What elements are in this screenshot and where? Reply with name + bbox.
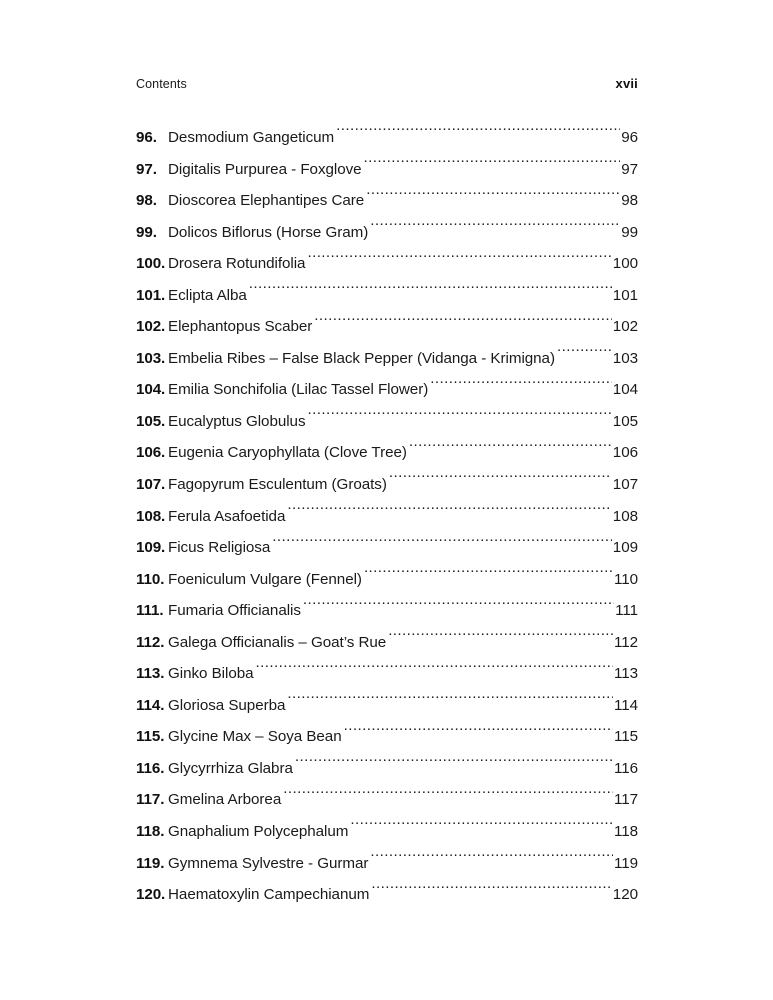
toc-entry-title: Gymnema Sylvestre - Gurmar	[168, 854, 369, 872]
toc-leader-dots	[409, 442, 612, 457]
toc-entry[interactable]	[136, 721, 638, 753]
toc-leader-dots	[307, 253, 611, 268]
toc-entry-title: Galega Officianalis – Goat’s Rue	[168, 633, 387, 651]
toc-entry-title: Eugenia Caryophyllata (Clove Tree)	[168, 444, 407, 462]
toc-entry-number: 118.	[136, 823, 165, 841]
toc-entry-number: 120.	[136, 886, 166, 904]
toc-entry-number: 106.	[136, 444, 166, 462]
toc-entry[interactable]	[136, 627, 638, 659]
running-head-title: Contents	[136, 77, 187, 91]
toc-leader-dots	[364, 158, 621, 173]
toc-leader-dots	[314, 316, 612, 331]
toc-leader-dots	[366, 190, 620, 205]
toc-leader-dots	[389, 474, 612, 489]
toc-entry-number: 102.	[136, 318, 166, 336]
toc-leader-dots	[430, 379, 612, 394]
toc-entry-title: Dioscorea Elephantipes Care	[168, 192, 365, 210]
toc-entry-title: Foeniculum Vulgare (Fennel)	[168, 570, 362, 588]
toc-entry-number: 107.	[136, 476, 166, 494]
toc-entry-page-number: 105	[612, 412, 638, 430]
toc-leader-dots	[370, 221, 620, 236]
toc-entry-title: Eucalyptus Globulus	[168, 412, 306, 430]
toc-entry-title: Elephantopus Scaber	[168, 318, 313, 336]
toc-entry[interactable]	[136, 564, 638, 596]
toc-entry[interactable]	[136, 784, 638, 816]
toc-leader-dots	[303, 600, 614, 615]
toc-leader-dots	[336, 127, 620, 142]
toc-entry-number: 115.	[136, 728, 165, 746]
toc-entry-page-number: 101	[612, 286, 638, 304]
toc-entry-title: Desmodium Gangeticum	[168, 129, 335, 146]
toc-entry-number: 113.	[136, 665, 165, 683]
toc-entry-page-number: 120	[612, 886, 638, 904]
toc-entry[interactable]	[136, 122, 638, 154]
toc-entry-page-number: 99	[621, 223, 638, 241]
toc-leader-dots	[557, 348, 612, 363]
toc-leader-dots	[350, 821, 613, 836]
toc-entry[interactable]	[136, 848, 638, 880]
toc-entry-page-number: 118	[613, 823, 638, 841]
toc-entry-number: 116.	[136, 759, 165, 777]
toc-entry-title: Drosera Rotundifolia	[168, 255, 306, 273]
toc-entry-number: 114.	[136, 696, 165, 714]
toc-entry-title: Dolicos Biflorus (Horse Gram)	[168, 223, 369, 241]
toc-entry-title: Gloriosa Superba	[168, 696, 286, 714]
toc-entry[interactable]	[136, 374, 638, 406]
toc-entry-number: 110.	[136, 570, 165, 588]
toc-entry-page-number: 106	[612, 444, 638, 462]
toc-entry[interactable]	[136, 595, 638, 627]
toc-leader-dots	[371, 884, 611, 899]
toc-leader-dots	[308, 411, 612, 426]
toc-entry-title: Ficus Religiosa	[168, 539, 271, 557]
toc-entry-page-number: 100	[612, 255, 638, 273]
toc-entry[interactable]	[136, 501, 638, 533]
toc-entry[interactable]	[136, 437, 638, 469]
toc-entry[interactable]	[136, 532, 638, 564]
toc-entry-page-number: 104	[612, 381, 638, 399]
toc-entry-number: 100.	[136, 255, 166, 273]
toc-entry-number: 101.	[136, 286, 166, 304]
toc-entry[interactable]	[136, 280, 638, 312]
toc-entry[interactable]	[136, 469, 638, 501]
toc-entry-number: 98.	[136, 192, 157, 210]
toc-entry[interactable]	[136, 217, 638, 249]
toc-entry-number: 96.	[136, 129, 157, 146]
toc-entry-title: Gmelina Arborea	[168, 791, 282, 809]
toc-entry-number: 104.	[136, 381, 166, 399]
toc-entry-page-number: 98	[621, 192, 638, 210]
toc-entry-number: 99.	[136, 223, 157, 241]
toc-leader-dots	[287, 505, 611, 520]
toc-entry-title: Fumaria Officianalis	[168, 602, 301, 620]
toc-entry-page-number: 102	[612, 318, 638, 336]
toc-entry-page-number: 115	[613, 728, 638, 746]
toc-leader-dots	[344, 726, 613, 741]
toc-entry[interactable]	[136, 311, 638, 343]
toc-entry-number: 109.	[136, 539, 166, 557]
toc-entry[interactable]	[136, 816, 638, 848]
toc-entry[interactable]	[136, 406, 638, 438]
toc-entry-page-number: 103	[612, 349, 638, 367]
toc-entry-title: Eclipta Alba	[168, 286, 247, 304]
toc-entry-title: Glycine Max – Soya Bean	[168, 728, 342, 746]
toc-entry-title: Ginko Biloba	[168, 665, 254, 683]
toc-entry[interactable]	[136, 658, 638, 690]
toc-leader-dots	[364, 568, 613, 583]
toc-entry-number: 103.	[136, 349, 166, 367]
table-of-contents-list	[136, 122, 638, 911]
toc-entry[interactable]	[136, 879, 638, 911]
page-folio: xvii	[615, 76, 638, 91]
toc-entry-page-number: 113	[613, 665, 638, 683]
toc-entry-title: Ferula Asafoetida	[168, 507, 286, 525]
toc-entry-number: 105.	[136, 412, 166, 430]
toc-entry-title: Gnaphalium Polycephalum	[168, 823, 349, 841]
content-area	[136, 76, 638, 911]
toc-entry-title: Digitalis Purpurea - Foxglove	[168, 160, 362, 178]
toc-entry[interactable]	[136, 154, 638, 186]
toc-entry-page-number: 116	[613, 759, 638, 777]
toc-entry-title: Glycyrrhiza Glabra	[168, 759, 293, 777]
toc-leader-dots	[272, 537, 612, 552]
toc-entry[interactable]	[136, 185, 638, 217]
toc-entry-number: 119.	[136, 854, 165, 872]
toc-leader-dots	[295, 758, 613, 773]
toc-entry-number: 97.	[136, 160, 157, 178]
toc-entry-page-number: 108	[612, 507, 638, 525]
toc-entry-page-number: 114	[613, 696, 638, 714]
toc-leader-dots	[283, 789, 613, 804]
toc-entry-title: Haematoxylin Campechianum	[168, 886, 370, 904]
toc-entry-page-number: 111	[615, 602, 638, 620]
toc-leader-dots	[388, 632, 613, 647]
toc-entry-number: 111.	[136, 602, 164, 620]
toc-entry-page-number: 117	[613, 791, 638, 809]
toc-entry-page-number: 109	[612, 539, 638, 557]
toc-leader-dots	[249, 285, 612, 300]
toc-entry-page-number: 107	[612, 476, 638, 494]
toc-entry-title: Embelia Ribes – False Black Pepper (Vidanga - Krimigna)	[168, 349, 555, 367]
toc-entry-page-number: 97	[621, 160, 638, 178]
toc-entry-page-number: 110	[613, 570, 638, 588]
toc-entry-title: Emilia Sonchifolia (Lilac Tassel Flower)	[168, 381, 429, 399]
toc-entry[interactable]	[136, 753, 638, 785]
toc-leader-dots	[287, 695, 613, 710]
toc-entry[interactable]	[136, 690, 638, 722]
toc-entry-number: 108.	[136, 507, 166, 525]
toc-entry-page-number: 119	[613, 854, 638, 872]
toc-entry-page-number: 96	[621, 129, 638, 146]
toc-leader-dots	[256, 663, 613, 678]
toc-entry-page-number: 112	[613, 633, 638, 651]
toc-entry[interactable]	[136, 343, 638, 375]
toc-entry-title: Fagopyrum Esculentum (Groats)	[168, 476, 387, 494]
toc-entry[interactable]	[136, 248, 638, 280]
toc-entry-number: 117.	[136, 791, 165, 809]
running-head	[136, 76, 638, 96]
toc-entry-number: 112.	[136, 633, 165, 651]
toc-leader-dots	[370, 852, 613, 867]
